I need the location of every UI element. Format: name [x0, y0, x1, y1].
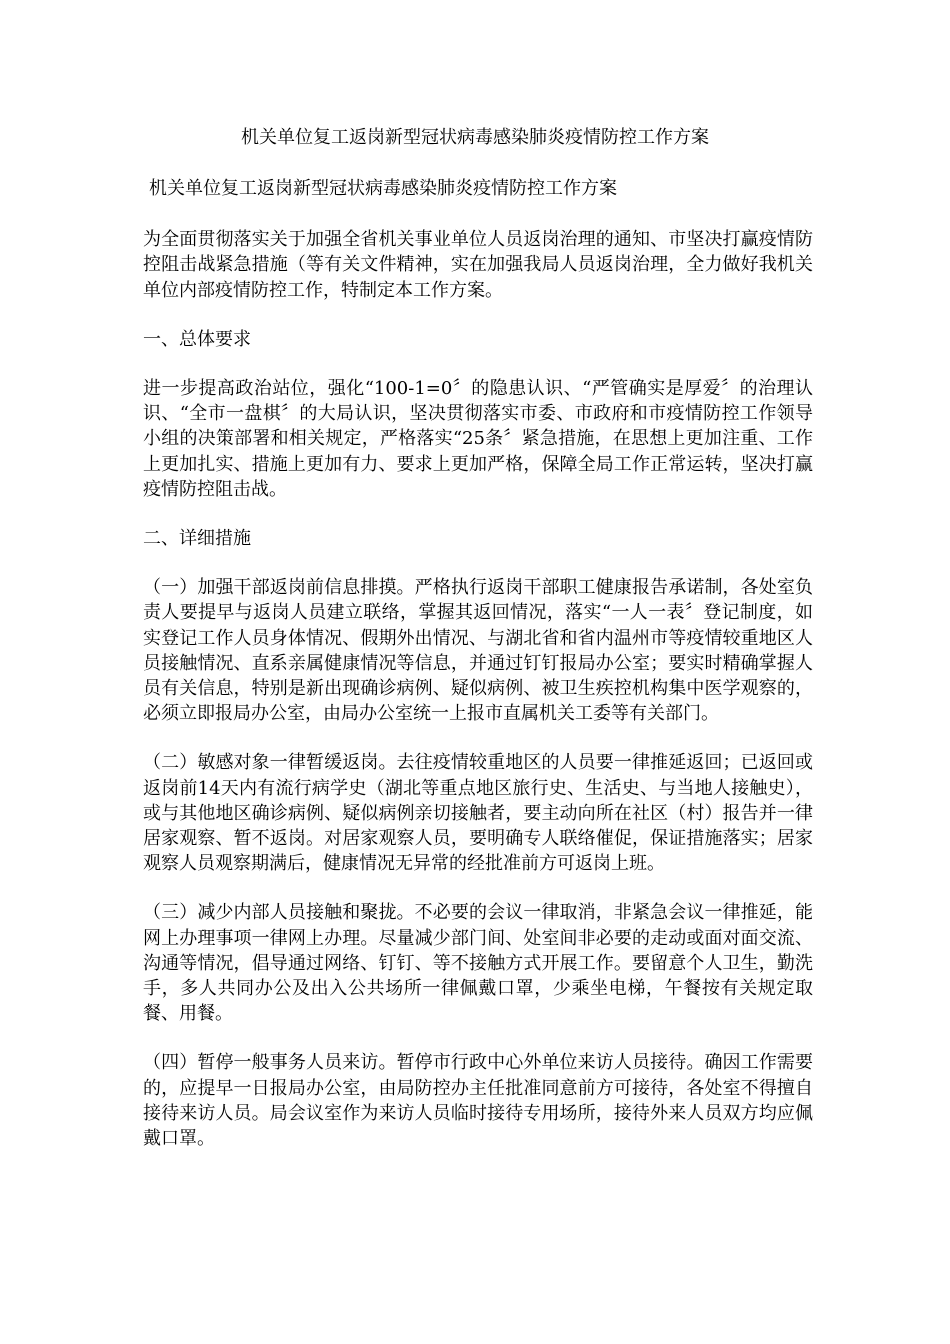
paragraph-general-requirements: 进一步提高政治站位，强化“100-1=0〞的隐患认识、“严管确实是厚爱〞的治理认识、“全市一盘棋〞的大局认识，坚决贯彻落实市委、市政府和市疫情防控工作领导小组的决策部署和相关规定，严格落实“25条〞紧急措施，在思想上更加注重、工作上更加扎实、措施上更加有力、要求上更加严格，保障全局工作正常运转，坚决打赢疫情防控阻击战。 [143, 378, 813, 500]
paragraph-measure-1: （一）加强干部返岗前信息排摸。严格执行返岗干部职工健康报告承诺制，各处室负责人要提早与返岗人员建立联络，掌握其返回情况，落实“一人一表〞登记制度，如实登记工作人员身体情况、假期外出情况、与湖北省和省内温州市等疫情较重地区人员接触情况、直系亲属健康情况等信息，并通过钉钉报局办公室；要实时精确掌握人员有关信息，特别是新出现确诊病例、疑似病例、被卫生疾控机构集中医学观察的，必须立即报局办公室，由局办公室统一上报市直属机关工委等有关部门。 [143, 577, 813, 725]
document-title: 机关单位复工返岗新型冠状病毒感染肺炎疫情防控工作方案 [241, 127, 709, 148]
document-subtitle: 机关单位复工返岗新型冠状病毒感染肺炎疫情防控工作方案 [149, 178, 617, 199]
paragraph-measure-4: （四）暂停一般事务人员来访。暂停市行政中心外单位来访人员接待。确因工作需要的，应提早一日报局办公室，由局防控办主任批准同意前方可接待，各处室不得擅自接待来访人员。局会议室作为来访人员临时接待专用场所，接待外来人员双方均应佩戴口罩。 [143, 1052, 813, 1150]
document-body [143, 176, 813, 1175]
section-heading-general-requirements: 一、总体要求 [143, 328, 251, 350]
paragraph-intro: 为全面贯彻落实关于加强全省机关事业单位人员返岗治理的通知、市坚决打赢疫情防控阻击战紧急措施（等有关文件精神，实在加强我局人员返岗治理，全力做好我机关单位内部疫情防控工作，特制定本工作方案。 [143, 229, 813, 301]
section-heading-detailed-measures: 二、详细措施 [143, 528, 251, 550]
paragraph-measure-2: （二）敏感对象一律暂缓返岗。去往疫情较重地区的人员要一律推延返回；已返回或返岗前14天内有流行病学史（湖北等重点地区旅行史、生活史、与当地人接触史），或与其他地区确诊病例、疑似病例亲切接触者，要主动向所在社区（村）报告并一律居家观察、暂不返岗。对居家观察人员，要明确专人联络催促，保证措施落实；居家观察人员观察期满后，健康情况无异常的经批准前方可返岗上班。 [143, 752, 813, 875]
paragraph-measure-3: （三）减少内部人员接触和聚拢。不必要的会议一律取消，非紧急会议一律推延，能网上办理事项一律网上办理。尽量减少部门间、处室间非必要的走动或面对面交流、沟通等情况，倡导通过网络、钉钉、等不接触方式开展工作。要留意个人卫生，勤洗手，多人共同办公及出入公共场所一律佩戴口罩，少乘坐电梯，午餐按有关规定取餐、用餐。 [143, 902, 813, 1025]
